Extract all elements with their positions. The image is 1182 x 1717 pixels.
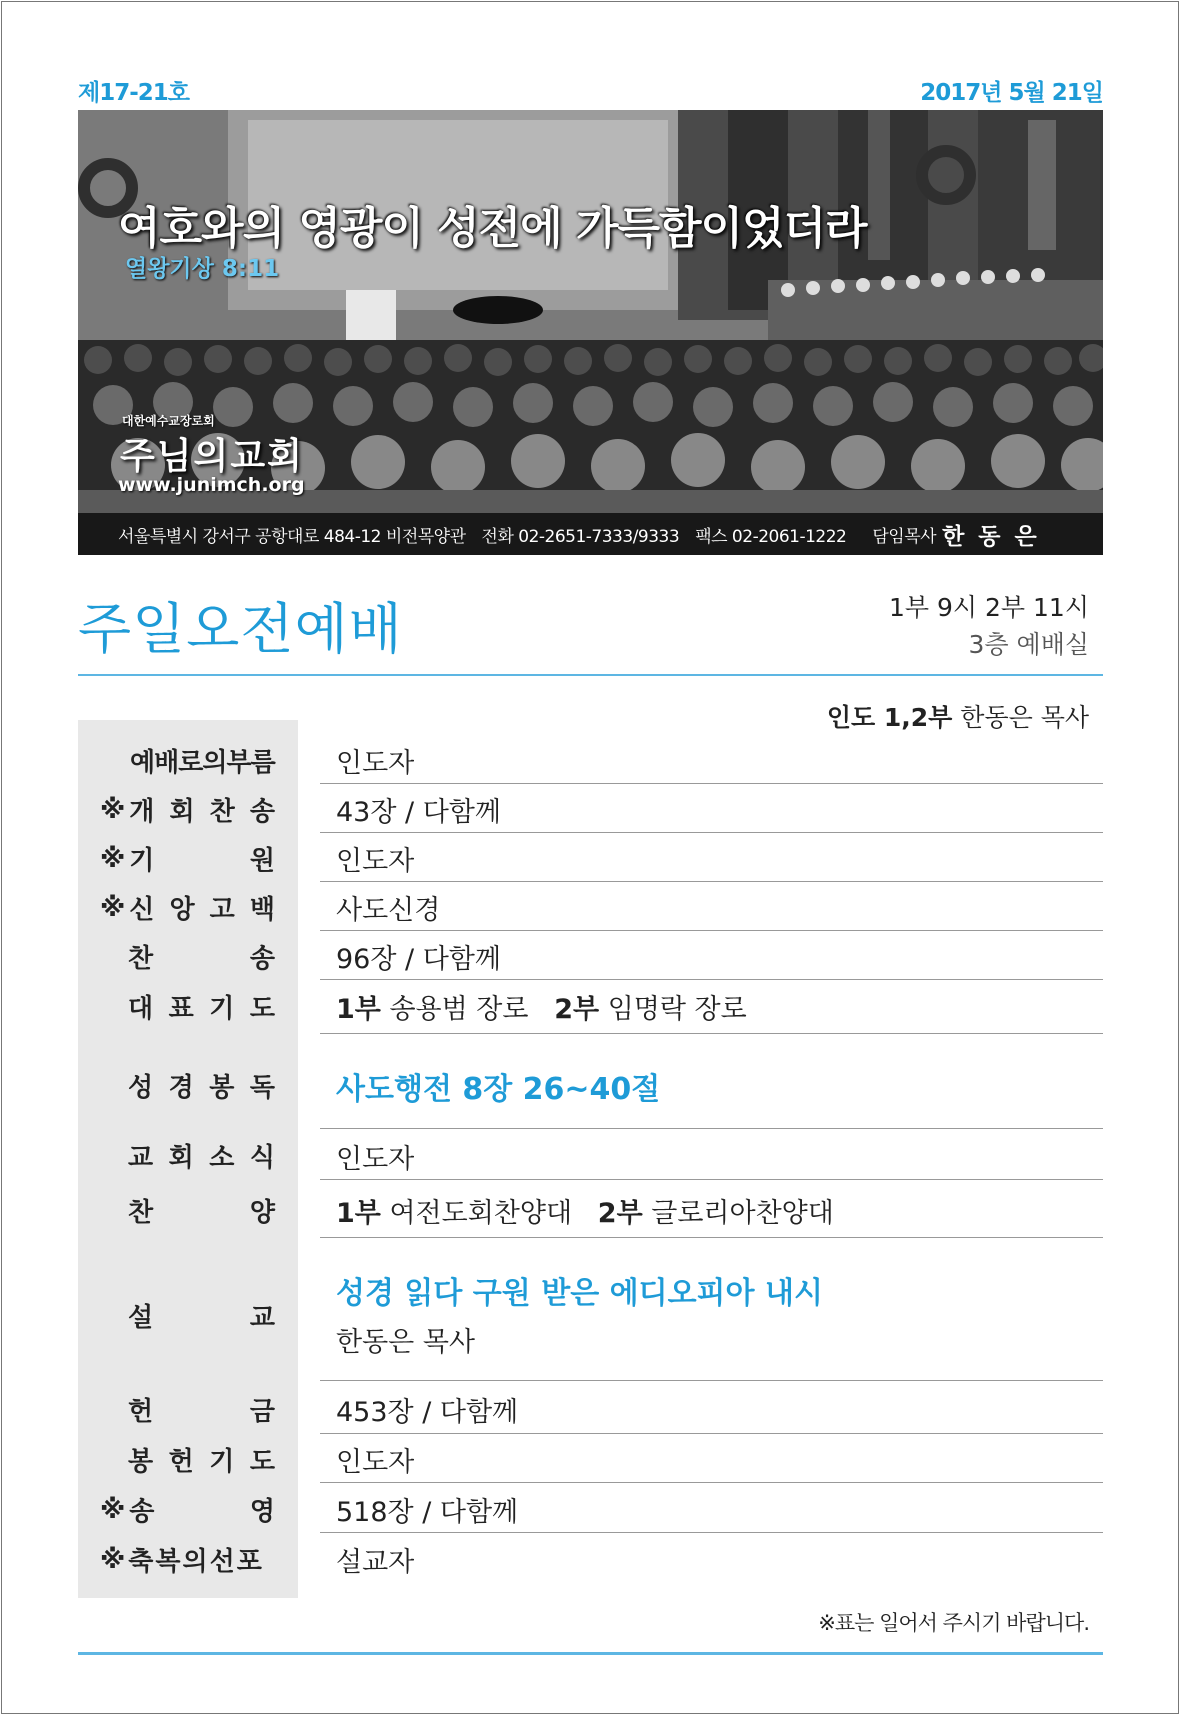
order-value: 사도신경: [336, 895, 441, 926]
pastor-name: 한 동 은: [942, 522, 1040, 550]
order-label: ※ 축복의선포: [100, 1544, 264, 1577]
leader-label: 인도 1,2부: [826, 703, 953, 732]
order-value: 인도자: [336, 1447, 415, 1478]
pastor-label: 담임목사: [872, 526, 937, 547]
leader-name: 한동은 목사: [960, 703, 1089, 732]
order-label: 봉 헌 기 도: [128, 1447, 275, 1477]
order-value: 43장 / 다함께: [336, 797, 501, 828]
church-info-bar: [78, 513, 1103, 555]
sermon-title: 성경 읽다 구원 받은 에디오피아 내시: [336, 1276, 823, 1311]
order-value: 96장 / 다함께: [336, 944, 501, 975]
church-url: www.junimch.org: [118, 474, 305, 496]
row-divider: [320, 1179, 1103, 1180]
divider: [78, 674, 1103, 676]
church-fax: 팩스 02-2061-1222: [695, 526, 847, 547]
hero-title: 여호와의 영광이 성전에 가득함이었더라: [118, 203, 867, 254]
church-phone: 전화 02-2651-7333/9333: [481, 526, 680, 547]
denomination: 대한예수교장로회: [122, 414, 215, 428]
row-divider: [320, 1380, 1103, 1381]
bulletin-date: 2017년 5월 21일: [920, 80, 1103, 106]
service-title: 주일오전예배: [78, 597, 403, 661]
row-divider: [320, 832, 1103, 833]
order-value: 1부 여전도회찬양대 2부 글로리아찬양대: [336, 1198, 834, 1229]
row-divider: [320, 1033, 1103, 1034]
order-label: 성 경 봉 독: [128, 1073, 275, 1103]
order-label: 교 회 소 식: [128, 1143, 275, 1173]
row-divider: [320, 881, 1103, 882]
hero-scripture-ref: 열왕기상 8:11: [125, 256, 280, 282]
scripture-reading: 사도행전 8장 26~40절: [336, 1072, 661, 1107]
order-label: 대 표 기 도: [128, 994, 275, 1024]
order-label: 설 교: [128, 1303, 275, 1333]
order-label: 찬 송: [128, 944, 275, 974]
service-place: 3층 예배실: [968, 630, 1089, 659]
church-address: 서울특별시 강서구 공항대로 484-12 비전목양관: [118, 526, 466, 547]
row-divider: [320, 930, 1103, 931]
order-label: ※ 기 원: [100, 843, 275, 876]
order-value: 인도자: [336, 748, 415, 779]
hero-photo: [78, 110, 1103, 555]
order-value: 453장 / 다함께: [336, 1397, 519, 1428]
sermon-preacher: 한동은 목사: [336, 1327, 475, 1358]
service-times: 1부 9시 2부 11시: [889, 593, 1089, 622]
church-name: 주님의교회: [120, 436, 304, 477]
order-value: 인도자: [336, 1144, 415, 1175]
standing-note: ※표는 일어서 주시기 바랍니다.: [818, 1611, 1089, 1635]
order-label: ※ 신 앙 고 백: [100, 892, 275, 925]
order-label: 예배로의부름: [130, 748, 275, 778]
order-value: 518장 / 다함께: [336, 1497, 519, 1528]
service-leader: [827, 698, 1089, 734]
order-value: 인도자: [336, 846, 415, 877]
row-divider: [320, 1482, 1103, 1483]
issue-number: 제17-21호: [78, 80, 189, 106]
order-label: 헌 금: [128, 1397, 275, 1427]
row-divider: [320, 1532, 1103, 1533]
row-divider: [320, 1433, 1103, 1434]
row-divider: [320, 1128, 1103, 1129]
order-value: 설교자: [336, 1547, 415, 1578]
row-divider: [320, 979, 1103, 980]
row-divider: [320, 783, 1103, 784]
order-label: ※ 개 회 찬 송: [100, 794, 275, 827]
bottom-rule: [78, 1652, 1103, 1655]
order-value: 1부 송용범 장로 2부 임명락 장로: [336, 994, 747, 1025]
order-label: ※ 송 영: [100, 1494, 275, 1527]
order-label: 찬 양: [128, 1198, 275, 1228]
row-divider: [320, 1237, 1103, 1238]
